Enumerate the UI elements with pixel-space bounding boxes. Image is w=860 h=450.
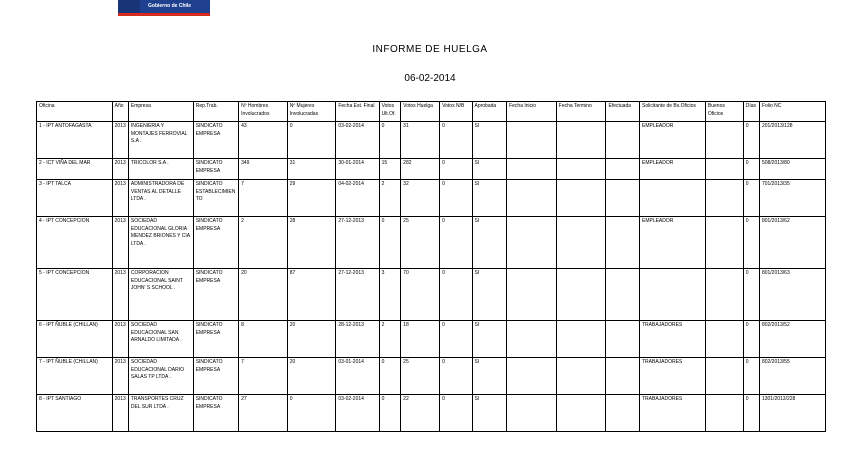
cell-votos-ult: 0 xyxy=(379,217,401,269)
cell-empresa: SOCIEDAD EDUCACIONAL GLORIA MENDEZ BRIONES Y CIA LTDA . xyxy=(128,217,193,269)
cell-oficina: 8 - IPT SANTIAGO xyxy=(37,395,113,432)
cell-votos-ult: 0 xyxy=(379,395,401,432)
cell-aprobada: SI xyxy=(472,395,507,432)
strike-report-table xyxy=(36,101,826,432)
cell-fecha-final: 03-02-2014 xyxy=(336,395,379,432)
cell-anio: 2013 xyxy=(112,395,128,432)
cell-folio: 802/2013/52 xyxy=(759,321,825,358)
cell-anio: 2013 xyxy=(112,269,128,321)
cell-empresa: CORPORACION EDUCACIONAL SAINT JOHN' S SCHOOL . xyxy=(128,269,193,321)
cell-votos-nb: 0 xyxy=(440,122,472,159)
cell-buenos-oficios xyxy=(705,358,743,395)
col-header-votos-huelga: Votos Huelga xyxy=(401,102,440,122)
cell-oficina: 4 - IPT CONCEPCION xyxy=(37,217,113,269)
table-row xyxy=(37,217,826,269)
col-header-folio: Folio NC xyxy=(759,102,825,122)
cell-rep-trab: SINDICATO EMPRESA xyxy=(193,358,238,395)
cell-votos-ult: 0 xyxy=(379,358,401,395)
cell-votos-ult: 2 xyxy=(379,321,401,358)
cell-empresa: TRANSPORTES CRUZ DEL SUR LTDA . xyxy=(128,395,193,432)
cell-fecha-inicio xyxy=(507,159,557,180)
header-row xyxy=(37,102,826,122)
cell-votos-nb: 0 xyxy=(440,217,472,269)
cell-folio: 701/2013/35 xyxy=(759,180,825,217)
cell-fecha-termino xyxy=(556,122,606,159)
cell-hombres: 349 xyxy=(239,159,288,180)
cell-solicitante: EMPLEADOR xyxy=(639,122,705,159)
cell-fecha-termino xyxy=(556,395,606,432)
cell-mujeres: 0 xyxy=(287,395,336,432)
cell-oficina: 3 - IPT TALCA xyxy=(37,180,113,217)
col-header-efectuada: Efectuada xyxy=(606,102,640,122)
cell-votos-huelga: 32 xyxy=(401,180,440,217)
cell-oficina: 1 - IPT ANTOFAGASTA xyxy=(37,122,113,159)
cell-folio: 201/2013/128 xyxy=(759,122,825,159)
cell-votos-nb: 0 xyxy=(440,395,472,432)
cell-fecha-inicio xyxy=(507,122,557,159)
cell-efectuada xyxy=(606,122,640,159)
col-header-aprobada: Aprobada xyxy=(472,102,507,122)
cell-fecha-termino xyxy=(556,321,606,358)
cell-votos-ult: 2 xyxy=(379,180,401,217)
cell-oficina: 7 - IPT ÑUBLE (CHILLAN) xyxy=(37,358,113,395)
cell-anio: 2013 xyxy=(112,217,128,269)
cell-rep-trab: SINDICATO EMPRESA xyxy=(193,321,238,358)
cell-hombres: 2 xyxy=(239,217,288,269)
cell-anio: 2013 xyxy=(112,122,128,159)
cell-buenos-oficios xyxy=(705,395,743,432)
cell-solicitante: TRABAJADORES xyxy=(639,395,705,432)
cell-oficina: 5 - IPT CONCEPCION xyxy=(37,269,113,321)
cell-anio: 2013 xyxy=(112,358,128,395)
cell-fecha-final: 30-01-2014 xyxy=(336,159,379,180)
cell-hombres: 8 xyxy=(239,321,288,358)
cell-empresa: SOCIEDAD EDUCACIONAL DARIO SALAS TP LTDA . xyxy=(128,358,193,395)
cell-hombres: 27 xyxy=(239,395,288,432)
cell-solicitante: EMPLEADOR xyxy=(639,217,705,269)
cell-mujeres: 87 xyxy=(287,269,336,321)
cell-solicitante xyxy=(639,269,705,321)
cell-votos-huelga: 25 xyxy=(401,358,440,395)
cell-buenos-oficios xyxy=(705,122,743,159)
cell-mujeres: 0 xyxy=(287,122,336,159)
cell-dias: 0 xyxy=(743,358,759,395)
cell-fecha-termino xyxy=(556,159,606,180)
cell-buenos-oficios xyxy=(705,269,743,321)
cell-votos-nb: 0 xyxy=(440,269,472,321)
cell-votos-huelga: 31 xyxy=(401,122,440,159)
cell-fecha-final: 03-02-2014 xyxy=(336,122,379,159)
cell-aprobada: SI xyxy=(472,217,507,269)
table-row xyxy=(37,159,826,180)
cell-efectuada xyxy=(606,321,640,358)
col-header-fecha-final: Fecha Est. Final xyxy=(336,102,379,122)
table-row xyxy=(37,395,826,432)
cell-aprobada: SI xyxy=(472,269,507,321)
cell-anio: 2013 xyxy=(112,180,128,217)
cell-rep-trab: SINDICATO EMPRESA xyxy=(193,395,238,432)
cell-folio: 508/2013/80 xyxy=(759,159,825,180)
gobierno-logo xyxy=(118,0,210,16)
cell-rep-trab: SINDICATO EMPRESA xyxy=(193,159,238,180)
cell-efectuada xyxy=(606,217,640,269)
cell-mujeres: 28 xyxy=(287,217,336,269)
cell-mujeres: 20 xyxy=(287,358,336,395)
cell-efectuada xyxy=(606,180,640,217)
table-row xyxy=(37,269,826,321)
cell-fecha-inicio xyxy=(507,269,557,321)
cell-votos-huelga: 70 xyxy=(401,269,440,321)
cell-anio: 2013 xyxy=(112,159,128,180)
cell-efectuada xyxy=(606,269,640,321)
cell-votos-huelga: 18 xyxy=(401,321,440,358)
cell-folio: 802/2013/55 xyxy=(759,358,825,395)
cell-fecha-termino xyxy=(556,217,606,269)
cell-aprobada: SI xyxy=(472,159,507,180)
cell-aprobada: SI xyxy=(472,180,507,217)
cell-hombres: 43 xyxy=(239,122,288,159)
cell-fecha-final: 28-12-2013 xyxy=(336,321,379,358)
table-row xyxy=(37,180,826,217)
cell-rep-trab: SINDICATO EMPRESA xyxy=(193,217,238,269)
cell-mujeres: 31 xyxy=(287,159,336,180)
cell-votos-nb: 0 xyxy=(440,159,472,180)
cell-fecha-final: 27-12-2013 xyxy=(336,269,379,321)
cell-dias: 0 xyxy=(743,122,759,159)
cell-folio: 1301/2013/228 xyxy=(759,395,825,432)
cell-folio: 801/2013/62 xyxy=(759,217,825,269)
cell-oficina: 2 - ICT VIÑA DEL MAR xyxy=(37,159,113,180)
logo-star-block xyxy=(118,0,140,13)
col-header-solicitante: Solicitante de Bs.Oficios xyxy=(639,102,705,122)
cell-fecha-termino xyxy=(556,358,606,395)
cell-hombres: 7 xyxy=(239,180,288,217)
cell-empresa: SOCIEDAD EDUCACIONAL SAN ARNALDO LIMITADA . xyxy=(128,321,193,358)
cell-solicitante xyxy=(639,180,705,217)
cell-empresa: INGENIERIA Y MONTAJES FERROVIAL S.A . xyxy=(128,122,193,159)
cell-dias: 0 xyxy=(743,269,759,321)
col-header-rep-trab: Rep.Trab. xyxy=(193,102,238,122)
table-row xyxy=(37,122,826,159)
report-title: INFORME DE HUELGA xyxy=(372,44,488,55)
cell-hombres: 20 xyxy=(239,269,288,321)
cell-dias: 0 xyxy=(743,321,759,358)
cell-dias: 0 xyxy=(743,395,759,432)
cell-solicitante: EMPLEADOR xyxy=(639,159,705,180)
cell-fecha-inicio xyxy=(507,180,557,217)
cell-votos-huelga: 25 xyxy=(401,217,440,269)
cell-rep-trab: SINDICATO EMPRESA xyxy=(193,269,238,321)
cell-fecha-inicio xyxy=(507,321,557,358)
cell-votos-huelga: 282 xyxy=(401,159,440,180)
cell-votos-nb: 0 xyxy=(440,180,472,217)
col-header-fecha-inicio: Fecha Inicio xyxy=(507,102,557,122)
col-header-empresa: Empresa xyxy=(128,102,193,122)
cell-fecha-final: 27-12-2013 xyxy=(336,217,379,269)
report-date: 06-02-2014 xyxy=(404,73,456,84)
cell-rep-trab: SINDICATO EMPRESA xyxy=(193,122,238,159)
table-row xyxy=(37,358,826,395)
table-row xyxy=(37,321,826,358)
col-header-votos-ult: Votos Ult.Of. xyxy=(379,102,401,122)
cell-oficina: 6 - IPT ÑUBLE (CHILLAN) xyxy=(37,321,113,358)
col-header-buenos-oficios: Buenos Oficios xyxy=(705,102,743,122)
cell-dias: 0 xyxy=(743,159,759,180)
cell-votos-ult: 15 xyxy=(379,159,401,180)
cell-solicitante: TRABAJADORES xyxy=(639,358,705,395)
cell-mujeres: 20 xyxy=(287,321,336,358)
col-header-hombres: Nº Hombres Involucrados xyxy=(239,102,288,122)
cell-fecha-inicio xyxy=(507,217,557,269)
col-header-oficina: Oficina xyxy=(37,102,113,122)
cell-aprobada: SI xyxy=(472,358,507,395)
cell-buenos-oficios xyxy=(705,159,743,180)
cell-votos-nb: 0 xyxy=(440,358,472,395)
cell-efectuada xyxy=(606,159,640,180)
cell-buenos-oficios xyxy=(705,321,743,358)
cell-folio: 801/2013/63 xyxy=(759,269,825,321)
cell-votos-ult: 3 xyxy=(379,269,401,321)
cell-dias: 0 xyxy=(743,217,759,269)
cell-empresa: ADMINISTRADORA DE VENTAS AL DETALLE LTDA . xyxy=(128,180,193,217)
cell-efectuada xyxy=(606,358,640,395)
cell-fecha-termino xyxy=(556,180,606,217)
cell-votos-nb: 0 xyxy=(440,321,472,358)
cell-hombres: 7 xyxy=(239,358,288,395)
cell-fecha-final: 04-02-2014 xyxy=(336,180,379,217)
cell-dias: 0 xyxy=(743,180,759,217)
cell-fecha-termino xyxy=(556,269,606,321)
col-header-mujeres: Nº Mujeres Involucradas xyxy=(287,102,336,122)
cell-solicitante: TRABAJADORES xyxy=(639,321,705,358)
cell-buenos-oficios xyxy=(705,217,743,269)
col-header-anio: Año xyxy=(112,102,128,122)
col-header-dias: Días xyxy=(743,102,759,122)
cell-aprobada: SI xyxy=(472,122,507,159)
cell-anio: 2013 xyxy=(112,321,128,358)
col-header-fecha-termino: Fecha Termino xyxy=(556,102,606,122)
cell-fecha-inicio xyxy=(507,395,557,432)
cell-votos-huelga: 22 xyxy=(401,395,440,432)
cell-aprobada: SI xyxy=(472,321,507,358)
cell-fecha-inicio xyxy=(507,358,557,395)
logo-text: Gobierno de Chile xyxy=(148,3,192,9)
cell-efectuada xyxy=(606,395,640,432)
col-header-votos-nb: Votos N/B xyxy=(440,102,472,122)
cell-empresa: TRICOLOR S.A . xyxy=(128,159,193,180)
cell-votos-ult: 0 xyxy=(379,122,401,159)
cell-buenos-oficios xyxy=(705,180,743,217)
cell-fecha-final: 03-01-2014 xyxy=(336,358,379,395)
cell-rep-trab: SINDICATO ESTABLECIMIENTO xyxy=(193,180,238,217)
cell-mujeres: 29 xyxy=(287,180,336,217)
